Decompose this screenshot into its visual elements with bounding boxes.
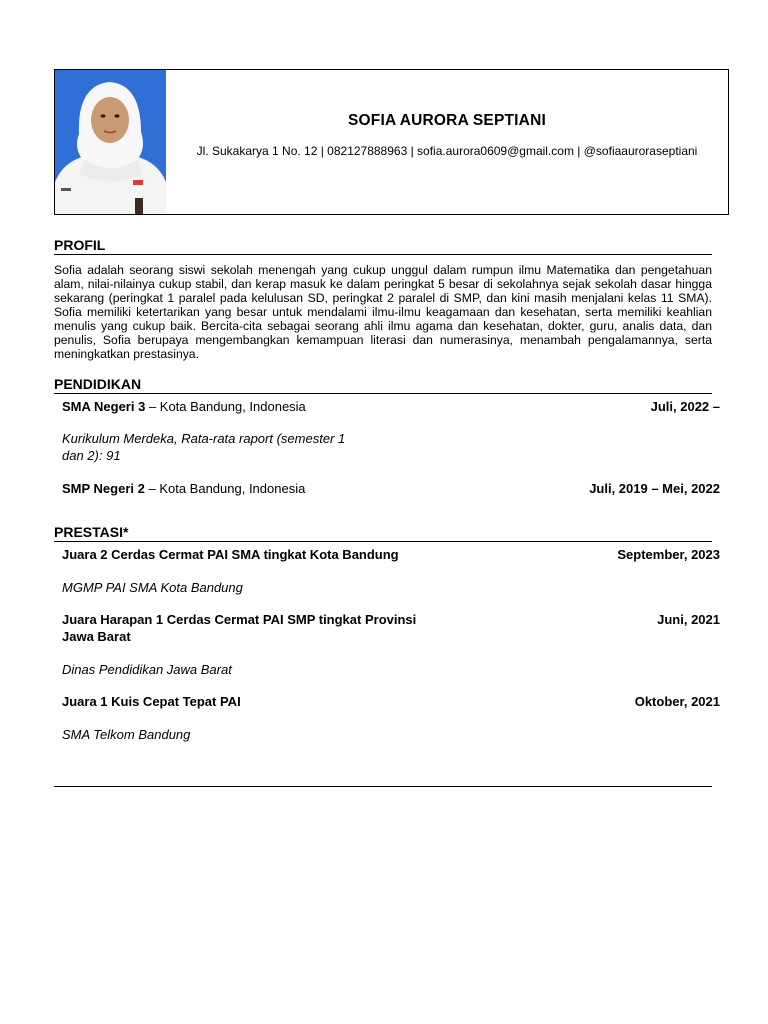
education-school-line — [62, 398, 306, 415]
achievement-organizer: MGMP PAI SMA Kota Bandung — [62, 580, 243, 595]
education-date: Juli, 2022 – — [650, 399, 720, 414]
portrait-illustration — [55, 70, 166, 214]
education-note-line: Kurikulum Merdeka, Rata-rata raport (semester 1 — [62, 431, 346, 446]
achievement-title: Juara 2 Cerdas Cermat PAI SMA tingkat Kota Bandung — [62, 547, 399, 562]
contact-info: Jl. Sukakarya 1 No. 12 | 082127888963 | sofia.aurora0609@gmail.com | @sofiaauroraseptiani — [196, 144, 698, 158]
achievement-entry — [62, 611, 720, 645]
achievement-date: Oktober, 2021 — [634, 694, 720, 709]
bottom-divider — [54, 786, 712, 787]
achievement-date: Juni, 2021 — [657, 612, 720, 627]
profile-photo — [55, 70, 166, 214]
education-note-line: dan 2): 91 — [62, 448, 121, 463]
achievement-title — [62, 611, 416, 645]
education-note — [62, 430, 720, 464]
candidate-name: SOFIA AURORA SEPTIANI — [348, 112, 546, 129]
profile-section-title: PROFIL — [54, 237, 712, 255]
header-box — [54, 69, 729, 215]
achievement-title: Juara 1 Kuis Cepat Tepat PAI — [62, 694, 241, 709]
education-section-title: PENDIDIKAN — [54, 376, 712, 394]
education-school-line — [62, 480, 305, 497]
achievement-date: September, 2023 — [617, 547, 720, 562]
achievements-section-title: PRESTASI* — [54, 524, 712, 542]
profile-text: Sofia adalah seorang siswi sekolah menengah yang cukup unggul dalam rumpun ilmu Matematika dan pengetahuan alam, nilai-nilainya cukup stabil, dan kerap masuk ke dalam peringkat 5 besar di sekolahnya sejak sekolah dasar hingga sekarang (peringkat 1 paralel pada kelulusan SD, peringkat 2 paralel di SMP, dan kini masih menjalani kelas 11 SMA). Sofia memiliki ketertarikan yang besar untuk mendalami ilmu-ilmu keagamaan dan kesehatan, serta memiliki keahlian menulis yang cukup baik. Bercita-cita sebagai seorang ahli ilmu agama dan kesehatan, dokter, guru, analis data, dan penulis, Sofia berupaya mengembangkan kemampuan literasi dan numerasinya, menambah pengalamannya, serta meningkatkan prestasinya. — [54, 263, 712, 361]
school-location: – Kota Bandung, Indonesia — [145, 399, 306, 414]
achievement-organizer: Dinas Pendidikan Jawa Barat — [62, 662, 232, 677]
achievement-title-line: Jawa Barat — [62, 629, 131, 644]
school-location: – Kota Bandung, Indonesia — [144, 481, 306, 496]
school-name: SMA Negeri 3 — [62, 399, 146, 414]
education-date: Juli, 2019 – Mei, 2022 — [589, 481, 720, 496]
achievement-title-line: Juara Harapan 1 Cerdas Cermat PAI SMP tingkat Provinsi — [62, 612, 417, 627]
achievement-organizer: SMA Telkom Bandung — [62, 727, 191, 742]
school-name: SMP Negeri 2 — [62, 481, 145, 496]
